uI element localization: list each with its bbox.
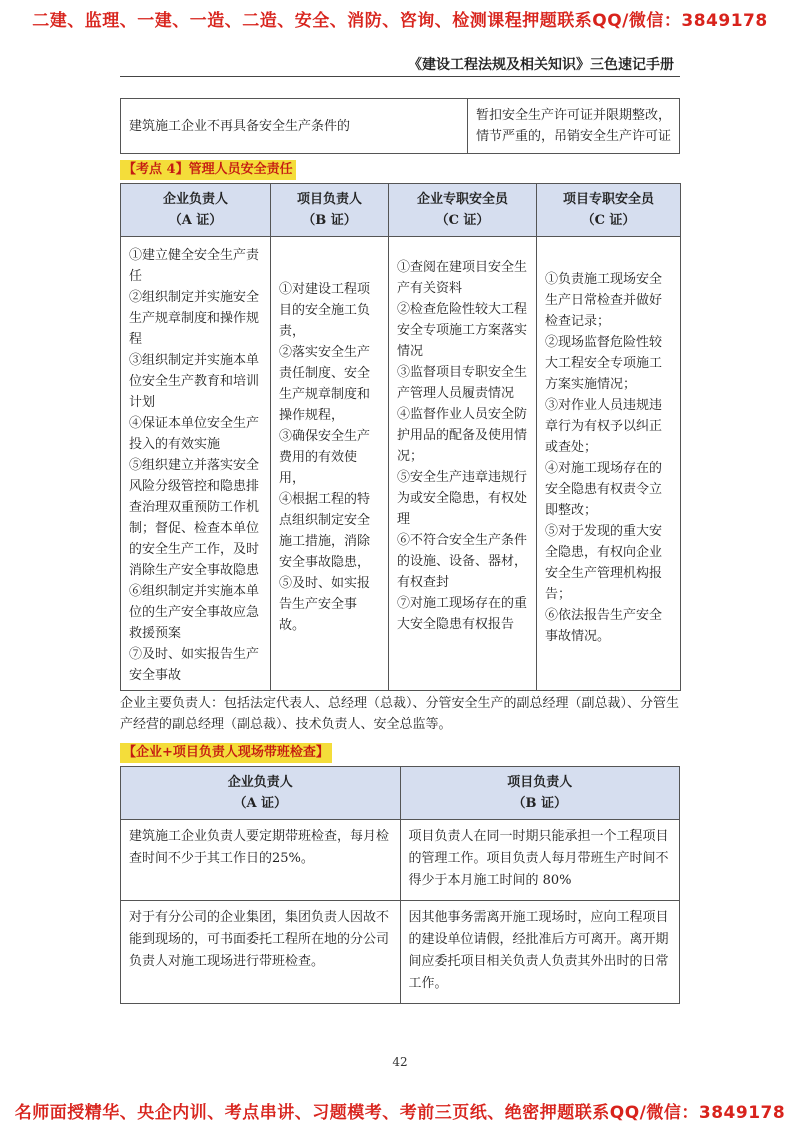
list-item: ②组织制定并实施安全生产规章制度和操作规程 — [129, 290, 260, 347]
list-item: ①建立健全安全生产责任 — [129, 248, 260, 284]
section-4-title: 【考点 4】管理人员安全责任 — [120, 160, 296, 180]
enterprise-inspection-cell: 建筑施工企业负责人要定期带班检查，每月检查时间不少于其工作日的25%。 — [121, 820, 401, 901]
page-content — [120, 98, 680, 1004]
bottom-promo-banner: 名师面授精华、央企内训、考点串讲、习题模考、考前三页纸、绝密押题联系QQ/微信：3849178 — [14, 1103, 786, 1123]
header-project-leader: 项目负责人 （B 证） — [271, 184, 389, 237]
list-item: ④根据工程的特点组织制定安全施工措施，消除安全事故隐患， — [279, 492, 371, 570]
penalty-line-1: 暂扣安全生产许可证并限期整改， — [476, 108, 672, 123]
list-item: ①对建设工程项目的安全施工负责， — [279, 282, 371, 339]
table-row — [121, 237, 681, 691]
list-item: ⑤及时、如实报告生产安全事故。 — [279, 576, 371, 633]
table-row — [121, 901, 680, 1004]
on-site-inspection-table — [120, 766, 680, 1004]
enterprise-safety-officer-duties — [389, 237, 537, 691]
page-number: 42 — [392, 1055, 408, 1069]
list-item: ④对施工现场存在的安全隐患有权责令立即整改； — [545, 461, 663, 518]
top-promo-banner: 二建、监理、一建、一造、二造、安全、消防、咨询、检测课程押题联系QQ/微信：3849178 — [32, 11, 768, 31]
list-item: ③监督项目专职安全生产管理人员履责情况 — [397, 365, 528, 401]
list-item: ⑥不符合安全生产条件的设施、设备、器材，有权查封 — [397, 533, 528, 590]
table-row — [121, 820, 680, 901]
list-item: ⑦对施工现场存在的重大安全隐患有权报告 — [397, 596, 528, 632]
header-project-leader: 项目负责人 （B 证） — [400, 767, 680, 820]
table-header-row — [121, 767, 680, 820]
table-row — [121, 99, 680, 154]
management-responsibility-table — [120, 183, 681, 691]
list-item: ①负责施工现场安全生产日常检查并做好检查记录； — [545, 272, 663, 329]
penalty-line-2: 情节严重的，吊销安全生产许可证 — [476, 129, 672, 144]
list-item: ⑤组织建立并落实安全风险分级管控和隐患排查治理双重预防工作机制；督促、检查本单位的安全生产工作，及时消除生产安全事故隐患 — [129, 458, 260, 578]
project-inspection-cell: 因其他事务需离开施工现场时，应向工程项目的建设单位请假，经批准后方可离开。离开期间应委托项目相关负责人负责其外出时的日常工作。 — [400, 901, 680, 1004]
principal-leader-note: 企业主要负责人：包括法定代表人、总经理（总裁）、分管安全生产的副总经理（副总裁）、分管生产经营的副总经理（副总裁）、技术负责人、安全总监等。 — [120, 696, 680, 732]
section-inspection-title: 【企业+项目负责人现场带班检查】 — [120, 743, 332, 763]
list-item: ②现场监督危险性较大工程安全专项施工方案实施情况； — [545, 335, 663, 392]
header-enterprise-safety-officer: 企业专职安全员 （C 证） — [389, 184, 537, 237]
list-item: ⑦及时、如实报告生产安全事故 — [129, 647, 260, 683]
running-head-title: 《建设工程法规及相关知识》三色速记手册 — [408, 57, 674, 73]
list-item: ②检查危险性较大工程安全专项施工方案落实情况 — [397, 302, 528, 359]
list-item: ③确保安全生产费用的有效使用， — [279, 429, 371, 486]
list-item: ④监督作业人员安全防护用品的配备及使用情况； — [397, 407, 528, 464]
header-project-safety-officer: 项目专职安全员 （C 证） — [537, 184, 681, 237]
list-item: ③对作业人员违规违章行为有权予以纠正或查处； — [545, 398, 663, 455]
header-enterprise-leader: 企业负责人 （A 证） — [121, 184, 271, 237]
list-item: ③组织制定并实施本单位安全生产教育和培训计划 — [129, 353, 260, 410]
header-enterprise-leader: 企业负责人 （A 证） — [121, 767, 401, 820]
list-item: ①查阅在建项目安全生产有关资料 — [397, 260, 528, 296]
list-item: ②落实安全生产责任制度、安全生产规章制度和操作规程， — [279, 345, 371, 423]
project-leader-duties — [271, 237, 389, 691]
header-rule — [120, 76, 680, 77]
project-safety-officer-duties — [537, 237, 681, 691]
list-item: ⑤安全生产违章违规行为或安全隐患，有权处理 — [397, 470, 528, 527]
condition-cell: 建筑施工企业不再具备安全生产条件的 — [121, 99, 468, 154]
penalty-cell — [468, 99, 680, 154]
list-item: ④保证本单位安全生产投入的有效实施 — [129, 416, 260, 452]
list-item: ⑥依法报告生产安全事故情况。 — [545, 608, 663, 644]
list-item: ⑥组织制定并实施本单位的生产安全事故应急救援预案 — [129, 584, 260, 641]
table-header-row — [121, 184, 681, 237]
enterprise-leader-duties — [121, 237, 271, 691]
project-inspection-cell: 项目负责人在同一时期只能承担一个工程项目的管理工作。项目负责人每月带班生产时间不得少于本月施工时间的 80% — [400, 820, 680, 901]
enterprise-inspection-cell: 对于有分公司的企业集团，集团负责人因故不能到现场的，可书面委托工程所在地的分公司负责人对施工现场进行带班检查。 — [121, 901, 401, 1004]
license-penalty-table — [120, 98, 680, 154]
list-item: ⑤对于发现的重大安全隐患，有权向企业安全生产管理机构报告； — [545, 524, 663, 602]
